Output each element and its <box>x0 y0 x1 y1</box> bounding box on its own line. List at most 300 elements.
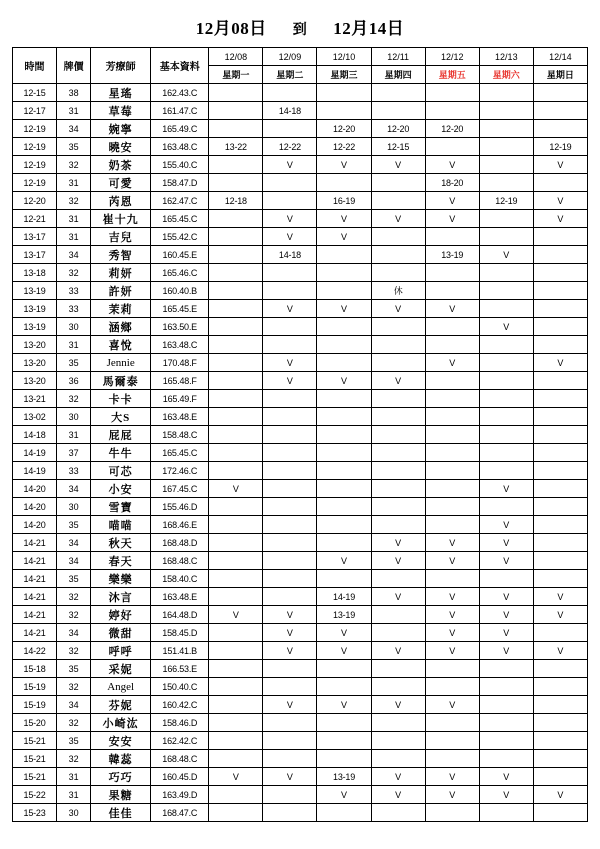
cell-day-3[interactable]: 休 <box>371 282 425 300</box>
cell-day-4[interactable] <box>425 318 479 336</box>
table-row[interactable] <box>13 426 588 444</box>
cell-day-4[interactable]: V <box>425 696 479 714</box>
cell-day-6[interactable] <box>533 732 587 750</box>
cell-day-1[interactable] <box>263 480 317 498</box>
cell-day-0[interactable] <box>209 426 263 444</box>
cell-day-6[interactable] <box>533 408 587 426</box>
cell-day-6[interactable]: V <box>533 354 587 372</box>
cell-day-2[interactable] <box>317 732 371 750</box>
cell-day-1[interactable] <box>263 732 317 750</box>
cell-day-3[interactable]: V <box>371 786 425 804</box>
cell-day-6[interactable]: V <box>533 210 587 228</box>
cell-day-4[interactable] <box>425 480 479 498</box>
cell-day-4[interactable]: V <box>425 624 479 642</box>
cell-day-5[interactable] <box>479 390 533 408</box>
table-row[interactable] <box>13 156 588 174</box>
cell-day-4[interactable]: V <box>425 534 479 552</box>
cell-day-5[interactable]: V <box>479 534 533 552</box>
cell-day-6[interactable] <box>533 552 587 570</box>
cell-day-2[interactable] <box>317 498 371 516</box>
cell-day-2[interactable] <box>317 264 371 282</box>
cell-day-1[interactable] <box>263 120 317 138</box>
cell-day-1[interactable] <box>263 570 317 588</box>
table-row[interactable] <box>13 516 588 534</box>
cell-day-3[interactable] <box>371 498 425 516</box>
cell-day-3[interactable] <box>371 462 425 480</box>
cell-day-6[interactable] <box>533 372 587 390</box>
cell-day-3[interactable]: V <box>371 696 425 714</box>
cell-day-4[interactable]: V <box>425 354 479 372</box>
cell-day-4[interactable]: V <box>425 786 479 804</box>
table-row[interactable] <box>13 210 588 228</box>
cell-day-5[interactable] <box>479 138 533 156</box>
cell-day-2[interactable] <box>317 426 371 444</box>
cell-day-1[interactable] <box>263 498 317 516</box>
cell-day-5[interactable] <box>479 354 533 372</box>
cell-day-1[interactable]: 12-22 <box>263 138 317 156</box>
cell-day-5[interactable] <box>479 804 533 822</box>
cell-day-4[interactable] <box>425 228 479 246</box>
cell-day-0[interactable] <box>209 408 263 426</box>
cell-day-4[interactable]: V <box>425 642 479 660</box>
table-row[interactable] <box>13 786 588 804</box>
cell-day-1[interactable]: V <box>263 354 317 372</box>
cell-day-0[interactable] <box>209 696 263 714</box>
cell-day-0[interactable]: 13-22 <box>209 138 263 156</box>
cell-day-6[interactable]: V <box>533 588 587 606</box>
cell-day-5[interactable] <box>479 444 533 462</box>
cell-day-1[interactable] <box>263 552 317 570</box>
table-row[interactable] <box>13 696 588 714</box>
cell-day-5[interactable]: V <box>479 516 533 534</box>
cell-day-0[interactable] <box>209 246 263 264</box>
table-row[interactable] <box>13 588 588 606</box>
cell-day-4[interactable]: V <box>425 768 479 786</box>
cell-day-5[interactable]: V <box>479 318 533 336</box>
cell-day-4[interactable] <box>425 426 479 444</box>
table-row[interactable] <box>13 570 588 588</box>
cell-day-4[interactable] <box>425 102 479 120</box>
cell-day-5[interactable] <box>479 570 533 588</box>
cell-day-6[interactable] <box>533 246 587 264</box>
cell-day-3[interactable]: V <box>371 156 425 174</box>
cell-day-2[interactable] <box>317 390 371 408</box>
cell-day-2[interactable] <box>317 480 371 498</box>
cell-day-3[interactable] <box>371 660 425 678</box>
table-row[interactable] <box>13 642 588 660</box>
cell-day-1[interactable] <box>263 174 317 192</box>
cell-day-6[interactable]: V <box>533 642 587 660</box>
cell-day-0[interactable] <box>209 588 263 606</box>
cell-day-6[interactable] <box>533 570 587 588</box>
cell-day-2[interactable]: 12-22 <box>317 138 371 156</box>
cell-day-5[interactable]: V <box>479 642 533 660</box>
cell-day-2[interactable]: V <box>317 624 371 642</box>
cell-day-4[interactable] <box>425 372 479 390</box>
cell-day-3[interactable] <box>371 84 425 102</box>
cell-day-3[interactable] <box>371 318 425 336</box>
table-row[interactable] <box>13 606 588 624</box>
cell-day-6[interactable]: 12-19 <box>533 138 587 156</box>
cell-day-3[interactable] <box>371 714 425 732</box>
cell-day-1[interactable]: V <box>263 372 317 390</box>
cell-day-4[interactable]: V <box>425 606 479 624</box>
cell-day-0[interactable] <box>209 444 263 462</box>
cell-day-4[interactable] <box>425 444 479 462</box>
cell-day-4[interactable] <box>425 408 479 426</box>
cell-day-0[interactable] <box>209 534 263 552</box>
cell-day-6[interactable] <box>533 282 587 300</box>
cell-day-4[interactable]: V <box>425 552 479 570</box>
cell-day-2[interactable] <box>317 660 371 678</box>
cell-day-1[interactable] <box>263 264 317 282</box>
cell-day-2[interactable]: V <box>317 786 371 804</box>
cell-day-3[interactable] <box>371 480 425 498</box>
cell-day-6[interactable] <box>533 120 587 138</box>
table-row[interactable] <box>13 138 588 156</box>
table-row[interactable] <box>13 318 588 336</box>
cell-day-6[interactable] <box>533 390 587 408</box>
cell-day-2[interactable] <box>317 462 371 480</box>
table-row[interactable] <box>13 714 588 732</box>
table-row[interactable] <box>13 120 588 138</box>
cell-day-3[interactable] <box>371 732 425 750</box>
cell-day-5[interactable] <box>479 228 533 246</box>
cell-day-0[interactable] <box>209 156 263 174</box>
table-row[interactable] <box>13 192 588 210</box>
table-row[interactable] <box>13 480 588 498</box>
cell-day-2[interactable]: 14-19 <box>317 588 371 606</box>
cell-day-6[interactable] <box>533 264 587 282</box>
cell-day-2[interactable] <box>317 678 371 696</box>
cell-day-2[interactable]: V <box>317 372 371 390</box>
cell-day-3[interactable] <box>371 390 425 408</box>
cell-day-4[interactable] <box>425 462 479 480</box>
cell-day-6[interactable] <box>533 228 587 246</box>
cell-day-2[interactable] <box>317 516 371 534</box>
cell-day-2[interactable] <box>317 408 371 426</box>
cell-day-5[interactable]: V <box>479 606 533 624</box>
cell-day-1[interactable] <box>263 660 317 678</box>
cell-day-4[interactable]: V <box>425 300 479 318</box>
cell-day-0[interactable] <box>209 660 263 678</box>
cell-day-3[interactable] <box>371 228 425 246</box>
cell-day-1[interactable] <box>263 678 317 696</box>
cell-day-6[interactable] <box>533 624 587 642</box>
cell-day-2[interactable] <box>317 714 371 732</box>
cell-day-3[interactable] <box>371 174 425 192</box>
cell-day-4[interactable]: 18-20 <box>425 174 479 192</box>
cell-day-1[interactable] <box>263 444 317 462</box>
cell-day-1[interactable] <box>263 462 317 480</box>
table-row[interactable] <box>13 372 588 390</box>
cell-day-3[interactable]: V <box>371 534 425 552</box>
cell-day-2[interactable]: V <box>317 696 371 714</box>
cell-day-2[interactable] <box>317 102 371 120</box>
cell-day-3[interactable] <box>371 336 425 354</box>
cell-day-3[interactable] <box>371 408 425 426</box>
cell-day-1[interactable]: 14-18 <box>263 246 317 264</box>
cell-day-5[interactable]: V <box>479 786 533 804</box>
table-row[interactable] <box>13 282 588 300</box>
cell-day-0[interactable] <box>209 786 263 804</box>
cell-day-4[interactable] <box>425 390 479 408</box>
cell-day-0[interactable] <box>209 678 263 696</box>
cell-day-5[interactable]: V <box>479 768 533 786</box>
cell-day-4[interactable] <box>425 264 479 282</box>
cell-day-5[interactable] <box>479 714 533 732</box>
cell-day-5[interactable] <box>479 732 533 750</box>
cell-day-4[interactable] <box>425 714 479 732</box>
table-row[interactable] <box>13 552 588 570</box>
cell-day-5[interactable] <box>479 750 533 768</box>
cell-day-6[interactable] <box>533 462 587 480</box>
cell-day-5[interactable] <box>479 174 533 192</box>
cell-day-2[interactable] <box>317 318 371 336</box>
cell-day-1[interactable] <box>263 750 317 768</box>
table-row[interactable] <box>13 300 588 318</box>
cell-day-3[interactable]: V <box>371 300 425 318</box>
cell-day-5[interactable] <box>479 84 533 102</box>
cell-day-6[interactable] <box>533 678 587 696</box>
cell-day-6[interactable]: V <box>533 156 587 174</box>
cell-day-6[interactable] <box>533 660 587 678</box>
cell-day-1[interactable] <box>263 534 317 552</box>
cell-day-6[interactable] <box>533 84 587 102</box>
cell-day-1[interactable] <box>263 588 317 606</box>
cell-day-6[interactable] <box>533 714 587 732</box>
cell-day-5[interactable]: V <box>479 588 533 606</box>
cell-day-1[interactable] <box>263 192 317 210</box>
cell-day-3[interactable] <box>371 444 425 462</box>
cell-day-2[interactable] <box>317 570 371 588</box>
table-row[interactable] <box>13 174 588 192</box>
cell-day-3[interactable] <box>371 570 425 588</box>
cell-day-4[interactable]: 12-20 <box>425 120 479 138</box>
cell-day-2[interactable] <box>317 354 371 372</box>
cell-day-5[interactable] <box>479 210 533 228</box>
cell-day-0[interactable] <box>209 336 263 354</box>
cell-day-3[interactable]: 12-15 <box>371 138 425 156</box>
cell-day-1[interactable]: 14-18 <box>263 102 317 120</box>
cell-day-2[interactable] <box>317 84 371 102</box>
cell-day-3[interactable] <box>371 426 425 444</box>
cell-day-3[interactable]: V <box>371 588 425 606</box>
cell-day-5[interactable] <box>479 156 533 174</box>
cell-day-4[interactable] <box>425 570 479 588</box>
cell-day-5[interactable] <box>479 426 533 444</box>
cell-day-2[interactable] <box>317 246 371 264</box>
cell-day-1[interactable] <box>263 318 317 336</box>
cell-day-6[interactable] <box>533 480 587 498</box>
cell-day-0[interactable] <box>209 102 263 120</box>
table-row[interactable] <box>13 246 588 264</box>
cell-day-2[interactable] <box>317 444 371 462</box>
cell-day-2[interactable]: 12-20 <box>317 120 371 138</box>
cell-day-5[interactable] <box>479 660 533 678</box>
cell-day-4[interactable] <box>425 516 479 534</box>
cell-day-2[interactable]: 13-19 <box>317 768 371 786</box>
cell-day-4[interactable]: 13-19 <box>425 246 479 264</box>
cell-day-4[interactable] <box>425 804 479 822</box>
cell-day-1[interactable]: V <box>263 642 317 660</box>
cell-day-6[interactable] <box>533 696 587 714</box>
table-row[interactable] <box>13 336 588 354</box>
cell-day-2[interactable]: V <box>317 228 371 246</box>
cell-day-6[interactable] <box>533 534 587 552</box>
cell-day-5[interactable]: V <box>479 246 533 264</box>
cell-day-4[interactable] <box>425 84 479 102</box>
cell-day-2[interactable]: 16-19 <box>317 192 371 210</box>
cell-day-2[interactable]: V <box>317 210 371 228</box>
cell-day-3[interactable] <box>371 354 425 372</box>
cell-day-6[interactable] <box>533 444 587 462</box>
cell-day-4[interactable] <box>425 498 479 516</box>
table-row[interactable] <box>13 624 588 642</box>
cell-day-3[interactable] <box>371 264 425 282</box>
cell-day-6[interactable] <box>533 318 587 336</box>
cell-day-0[interactable]: 12-18 <box>209 192 263 210</box>
table-row[interactable] <box>13 804 588 822</box>
cell-day-3[interactable] <box>371 246 425 264</box>
cell-day-3[interactable]: 12-20 <box>371 120 425 138</box>
table-row[interactable] <box>13 534 588 552</box>
cell-day-0[interactable] <box>209 552 263 570</box>
cell-day-1[interactable] <box>263 408 317 426</box>
cell-day-0[interactable] <box>209 750 263 768</box>
cell-day-2[interactable]: V <box>317 300 371 318</box>
cell-day-6[interactable] <box>533 498 587 516</box>
cell-day-1[interactable]: V <box>263 768 317 786</box>
cell-day-0[interactable] <box>209 300 263 318</box>
table-row[interactable] <box>13 732 588 750</box>
cell-day-4[interactable] <box>425 678 479 696</box>
cell-day-5[interactable] <box>479 462 533 480</box>
cell-day-3[interactable] <box>371 804 425 822</box>
cell-day-5[interactable] <box>479 408 533 426</box>
cell-day-0[interactable]: V <box>209 480 263 498</box>
cell-day-4[interactable] <box>425 336 479 354</box>
cell-day-3[interactable] <box>371 750 425 768</box>
cell-day-3[interactable] <box>371 678 425 696</box>
table-row[interactable] <box>13 408 588 426</box>
cell-day-2[interactable] <box>317 174 371 192</box>
table-row[interactable] <box>13 228 588 246</box>
cell-day-4[interactable]: V <box>425 156 479 174</box>
cell-day-1[interactable] <box>263 84 317 102</box>
cell-day-5[interactable] <box>479 498 533 516</box>
cell-day-3[interactable] <box>371 606 425 624</box>
cell-day-3[interactable]: V <box>371 372 425 390</box>
cell-day-1[interactable]: V <box>263 156 317 174</box>
cell-day-0[interactable]: V <box>209 768 263 786</box>
cell-day-0[interactable] <box>209 228 263 246</box>
cell-day-6[interactable] <box>533 102 587 120</box>
cell-day-2[interactable]: V <box>317 156 371 174</box>
table-row[interactable] <box>13 84 588 102</box>
cell-day-1[interactable]: V <box>263 696 317 714</box>
cell-day-0[interactable] <box>209 642 263 660</box>
cell-day-1[interactable]: V <box>263 228 317 246</box>
table-row[interactable] <box>13 102 588 120</box>
cell-day-6[interactable] <box>533 768 587 786</box>
cell-day-1[interactable]: V <box>263 300 317 318</box>
cell-day-5[interactable] <box>479 372 533 390</box>
cell-day-5[interactable] <box>479 678 533 696</box>
cell-day-0[interactable] <box>209 570 263 588</box>
cell-day-2[interactable] <box>317 336 371 354</box>
cell-day-3[interactable] <box>371 516 425 534</box>
cell-day-1[interactable] <box>263 390 317 408</box>
cell-day-4[interactable]: V <box>425 192 479 210</box>
cell-day-0[interactable] <box>209 804 263 822</box>
cell-day-5[interactable]: V <box>479 480 533 498</box>
cell-day-4[interactable] <box>425 282 479 300</box>
cell-day-6[interactable] <box>533 174 587 192</box>
cell-day-0[interactable] <box>209 282 263 300</box>
cell-day-1[interactable] <box>263 516 317 534</box>
cell-day-0[interactable] <box>209 462 263 480</box>
cell-day-0[interactable] <box>209 354 263 372</box>
cell-day-1[interactable] <box>263 426 317 444</box>
cell-day-5[interactable]: V <box>479 624 533 642</box>
cell-day-6[interactable] <box>533 804 587 822</box>
cell-day-6[interactable] <box>533 750 587 768</box>
cell-day-4[interactable] <box>425 732 479 750</box>
cell-day-2[interactable] <box>317 750 371 768</box>
cell-day-1[interactable] <box>263 336 317 354</box>
cell-day-0[interactable] <box>209 390 263 408</box>
cell-day-2[interactable] <box>317 534 371 552</box>
table-row[interactable] <box>13 354 588 372</box>
cell-day-5[interactable] <box>479 102 533 120</box>
cell-day-2[interactable]: V <box>317 642 371 660</box>
cell-day-5[interactable]: 12-19 <box>479 192 533 210</box>
cell-day-1[interactable]: V <box>263 624 317 642</box>
cell-day-3[interactable]: V <box>371 210 425 228</box>
table-row[interactable] <box>13 660 588 678</box>
cell-day-3[interactable]: V <box>371 768 425 786</box>
table-row[interactable] <box>13 768 588 786</box>
cell-day-5[interactable] <box>479 300 533 318</box>
cell-day-5[interactable] <box>479 282 533 300</box>
cell-day-4[interactable]: V <box>425 210 479 228</box>
cell-day-4[interactable] <box>425 660 479 678</box>
cell-day-5[interactable]: V <box>479 552 533 570</box>
cell-day-2[interactable]: V <box>317 552 371 570</box>
cell-day-4[interactable] <box>425 750 479 768</box>
cell-day-2[interactable] <box>317 804 371 822</box>
cell-day-6[interactable]: V <box>533 786 587 804</box>
cell-day-4[interactable] <box>425 138 479 156</box>
cell-day-5[interactable] <box>479 120 533 138</box>
table-row[interactable] <box>13 750 588 768</box>
cell-day-1[interactable] <box>263 714 317 732</box>
table-row[interactable] <box>13 498 588 516</box>
cell-day-4[interactable]: V <box>425 588 479 606</box>
cell-day-0[interactable] <box>209 624 263 642</box>
cell-day-1[interactable] <box>263 804 317 822</box>
cell-day-3[interactable] <box>371 624 425 642</box>
cell-day-5[interactable] <box>479 336 533 354</box>
cell-day-3[interactable]: V <box>371 642 425 660</box>
cell-day-1[interactable] <box>263 282 317 300</box>
cell-day-3[interactable]: V <box>371 552 425 570</box>
cell-day-0[interactable]: V <box>209 606 263 624</box>
cell-day-3[interactable] <box>371 192 425 210</box>
cell-day-0[interactable] <box>209 372 263 390</box>
cell-day-1[interactable]: V <box>263 210 317 228</box>
